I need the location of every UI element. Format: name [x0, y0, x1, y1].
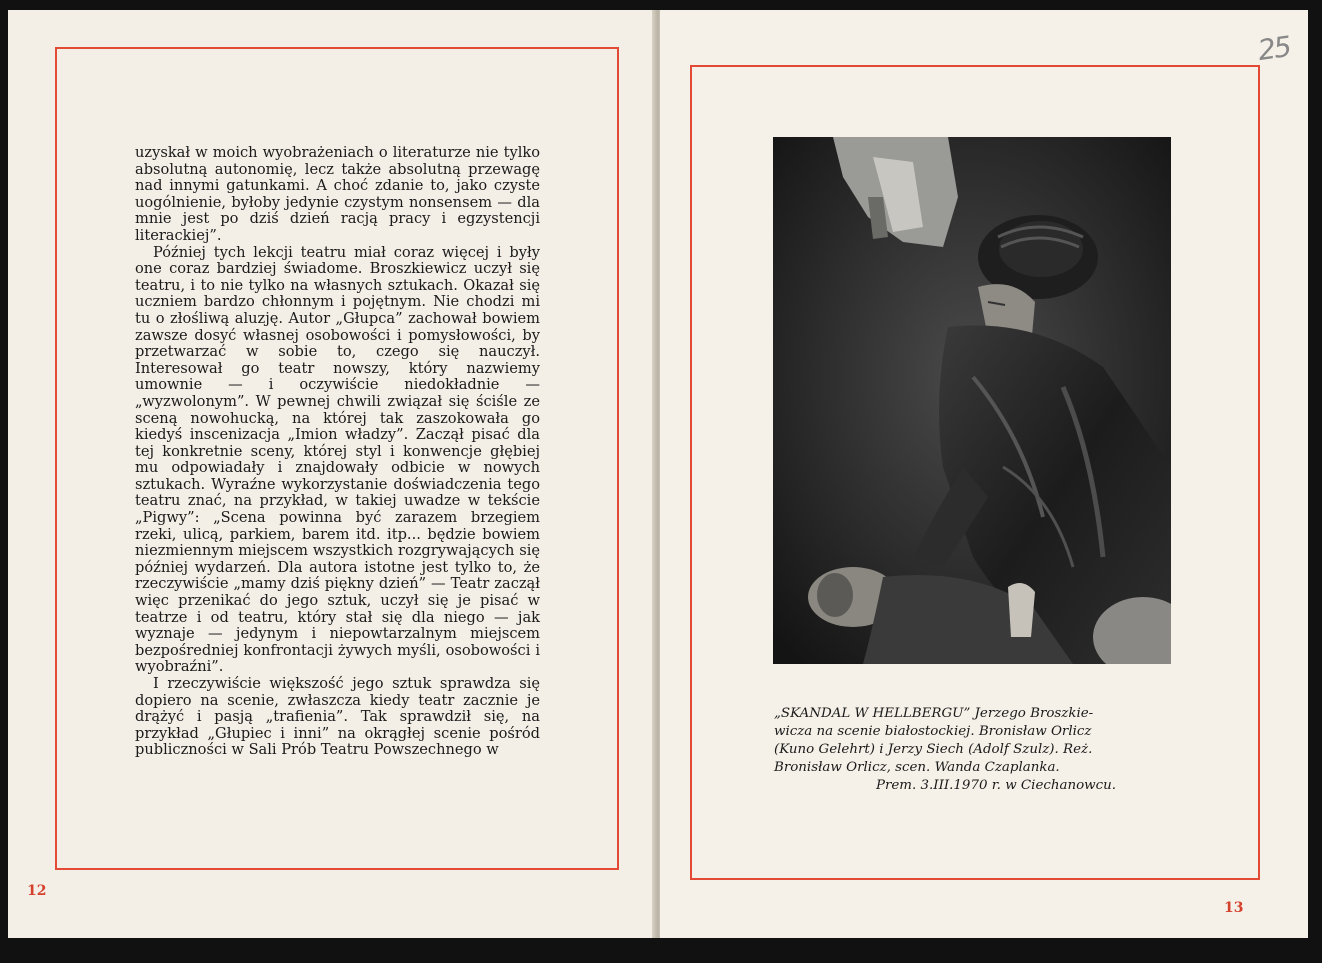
caption-line: wicza na scenie białostockiej. Bronisław Orlicz [774, 724, 1092, 739]
paragraph: uzyskał w moich wyobrażeniach o literaturze nie tylko absolutną autonomię, lecz także absolutną przewagę nad innymi gatunkami. A choć zdanie to, jako czyste uogólnienie, byłoby jedynie czystym nonsensem — dla mnie jest po dziś dzień racją pracy i egzystencji literackiej”. [135, 144, 540, 244]
left-page [8, 10, 656, 938]
photo-caption [774, 705, 1166, 795]
page-number-right: 13 [1224, 900, 1244, 916]
caption-line: Bronisław Orlicz, scen. Wanda Czaplanka. [774, 760, 1060, 775]
paragraph: I rzeczywiście większość jego sztuk sprawdza się dopiero na scenie, zwłaszcza kiedy teatr zacznie je drążyć i pasją „trafienia”. Tak sprawdził się, na przykład „Głupiec i inni” na okrągłej scenie pośród publiczności w Sali Prób Teatru Powszechnego w [135, 675, 540, 759]
handwritten-note: 25 [1255, 29, 1292, 68]
left-page-body [135, 145, 540, 759]
caption-line: (Kuno Gelehrt) i Jerzy Siech (Adolf Szulz). Reż. [774, 742, 1093, 757]
caption-line: „SKANDAL W HELLBERGU” Jerzego Broszkie- [774, 706, 1094, 721]
photo-illustration [773, 137, 1171, 664]
paragraph: Później tych lekcji teatru miał coraz więcej i były one coraz bardziej świadome. Broszkiewicz uczył się teatru, i to nie tylko na własnych sztukach. Okazał się uczniem bardzo chłonnym i pojętnym. Nie chodzi mi tu o złośliwą aluzję. Autor „Głupca” zachował bowiem zawsze dosyć własnej osobowości i pomysłowości, by przetwarzać w sobie to, czego się nauczył. Interesował go teatr nowszy, który nazwiemy umownie — i oczywiście niedokładnie — „wyzwolonym”. W pewnej chwili związał się ściśle ze sceną nowohucką, na której tak zaszokowała go kiedyś inscenizacja „Imion władzy”. Zaczął pisać dla tej konkretnie sceny, której styl i konwencje głębiej mu odpowiadały i znajdowały odbicie w nowych sztukach. Wyraźne wykorzystanie doświadczenia tego teatru znać, na przykład, w takiej uwadze w tekście „Pigwy”: „Scena powinna być zarazem brzegiem rzeki, ulicą, parkiem, barem itd. itp... będzie bowiem niezmiennym miejscem wszystkich rozgrywających się później wydarzeń. Dla autora istotne jest tylko to, że rzeczywiście „mamy dziś piękny dzień” — Teatr zaczął więc przenikać do jego sztuk, uczył się je pisać w teatrze i od teatru, który stał się dla niego — jak wyznaje — jedynym i niepowtarzalnym miejscem bezpośredniej konfrontacji żywych myśli, osobowości i wyobraźni”. [135, 243, 540, 676]
page-number-left: 12 [27, 883, 47, 899]
theatre-photo [773, 137, 1171, 664]
right-page [660, 10, 1308, 938]
caption-premiere: Prem. 3.III.1970 r. w Ciechanowcu. [875, 778, 1116, 793]
